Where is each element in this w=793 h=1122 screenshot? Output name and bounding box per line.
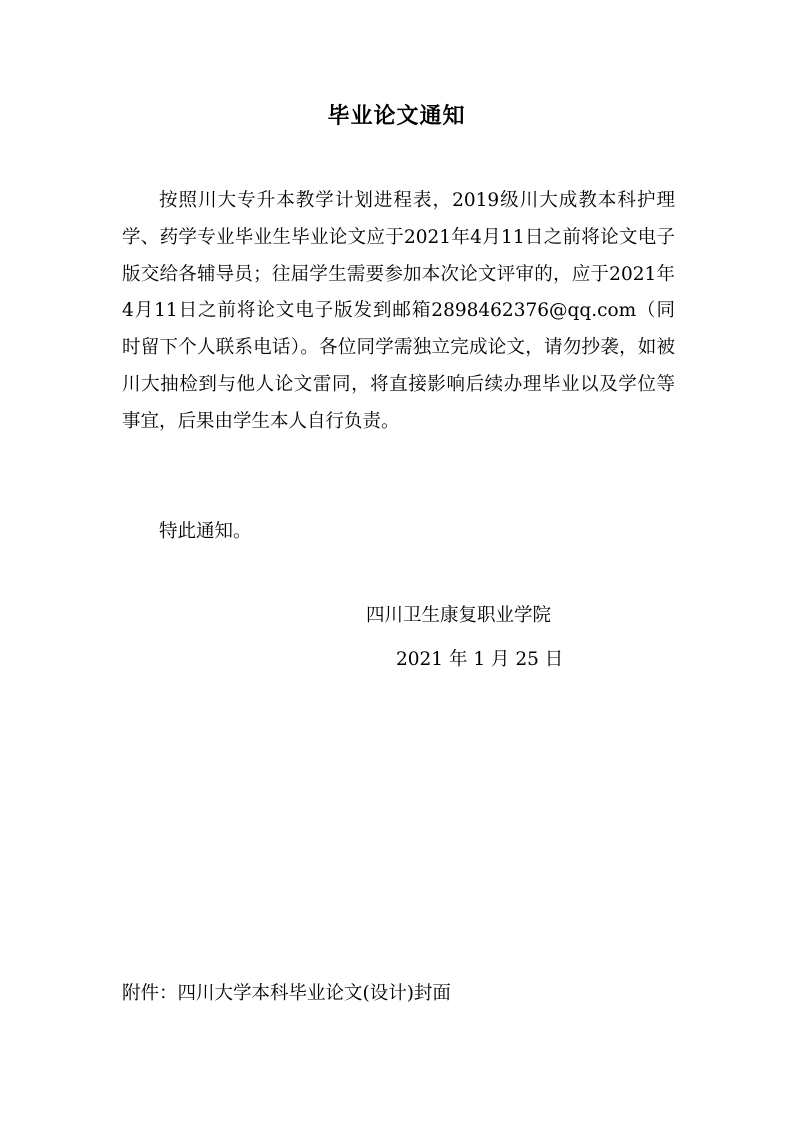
signature-organization: 四川卫生康复职业学院 (366, 605, 552, 626)
document-title: 毕业论文通知 (327, 104, 466, 129)
notice-body-paragraph: 按照川大专升本教学计划进程表，2019级川大成教本科护理学、药学专业毕业生毕业论文应于2021年4月11日之前将论文电子版交给各辅导员；往届学生需要参加本次论文评审的，应于2021年4月11日之前将论文电子版发到邮箱2898462376@qq.com（同时留下个人联系电话）。各位同学需独立完成论文，请勿抄袭，如被川大抽检到与他人论文雷同，将直接影响后续办理毕业以及学位等事宜，后果由学生本人自行负责。 (122, 190, 675, 432)
attachment-line: 附件：四川大学本科毕业论文(设计)封面 (122, 983, 451, 1004)
signature-date: 2021 年 1 月 25 日 (396, 649, 564, 670)
closing-line: 特此通知。 (159, 521, 252, 542)
